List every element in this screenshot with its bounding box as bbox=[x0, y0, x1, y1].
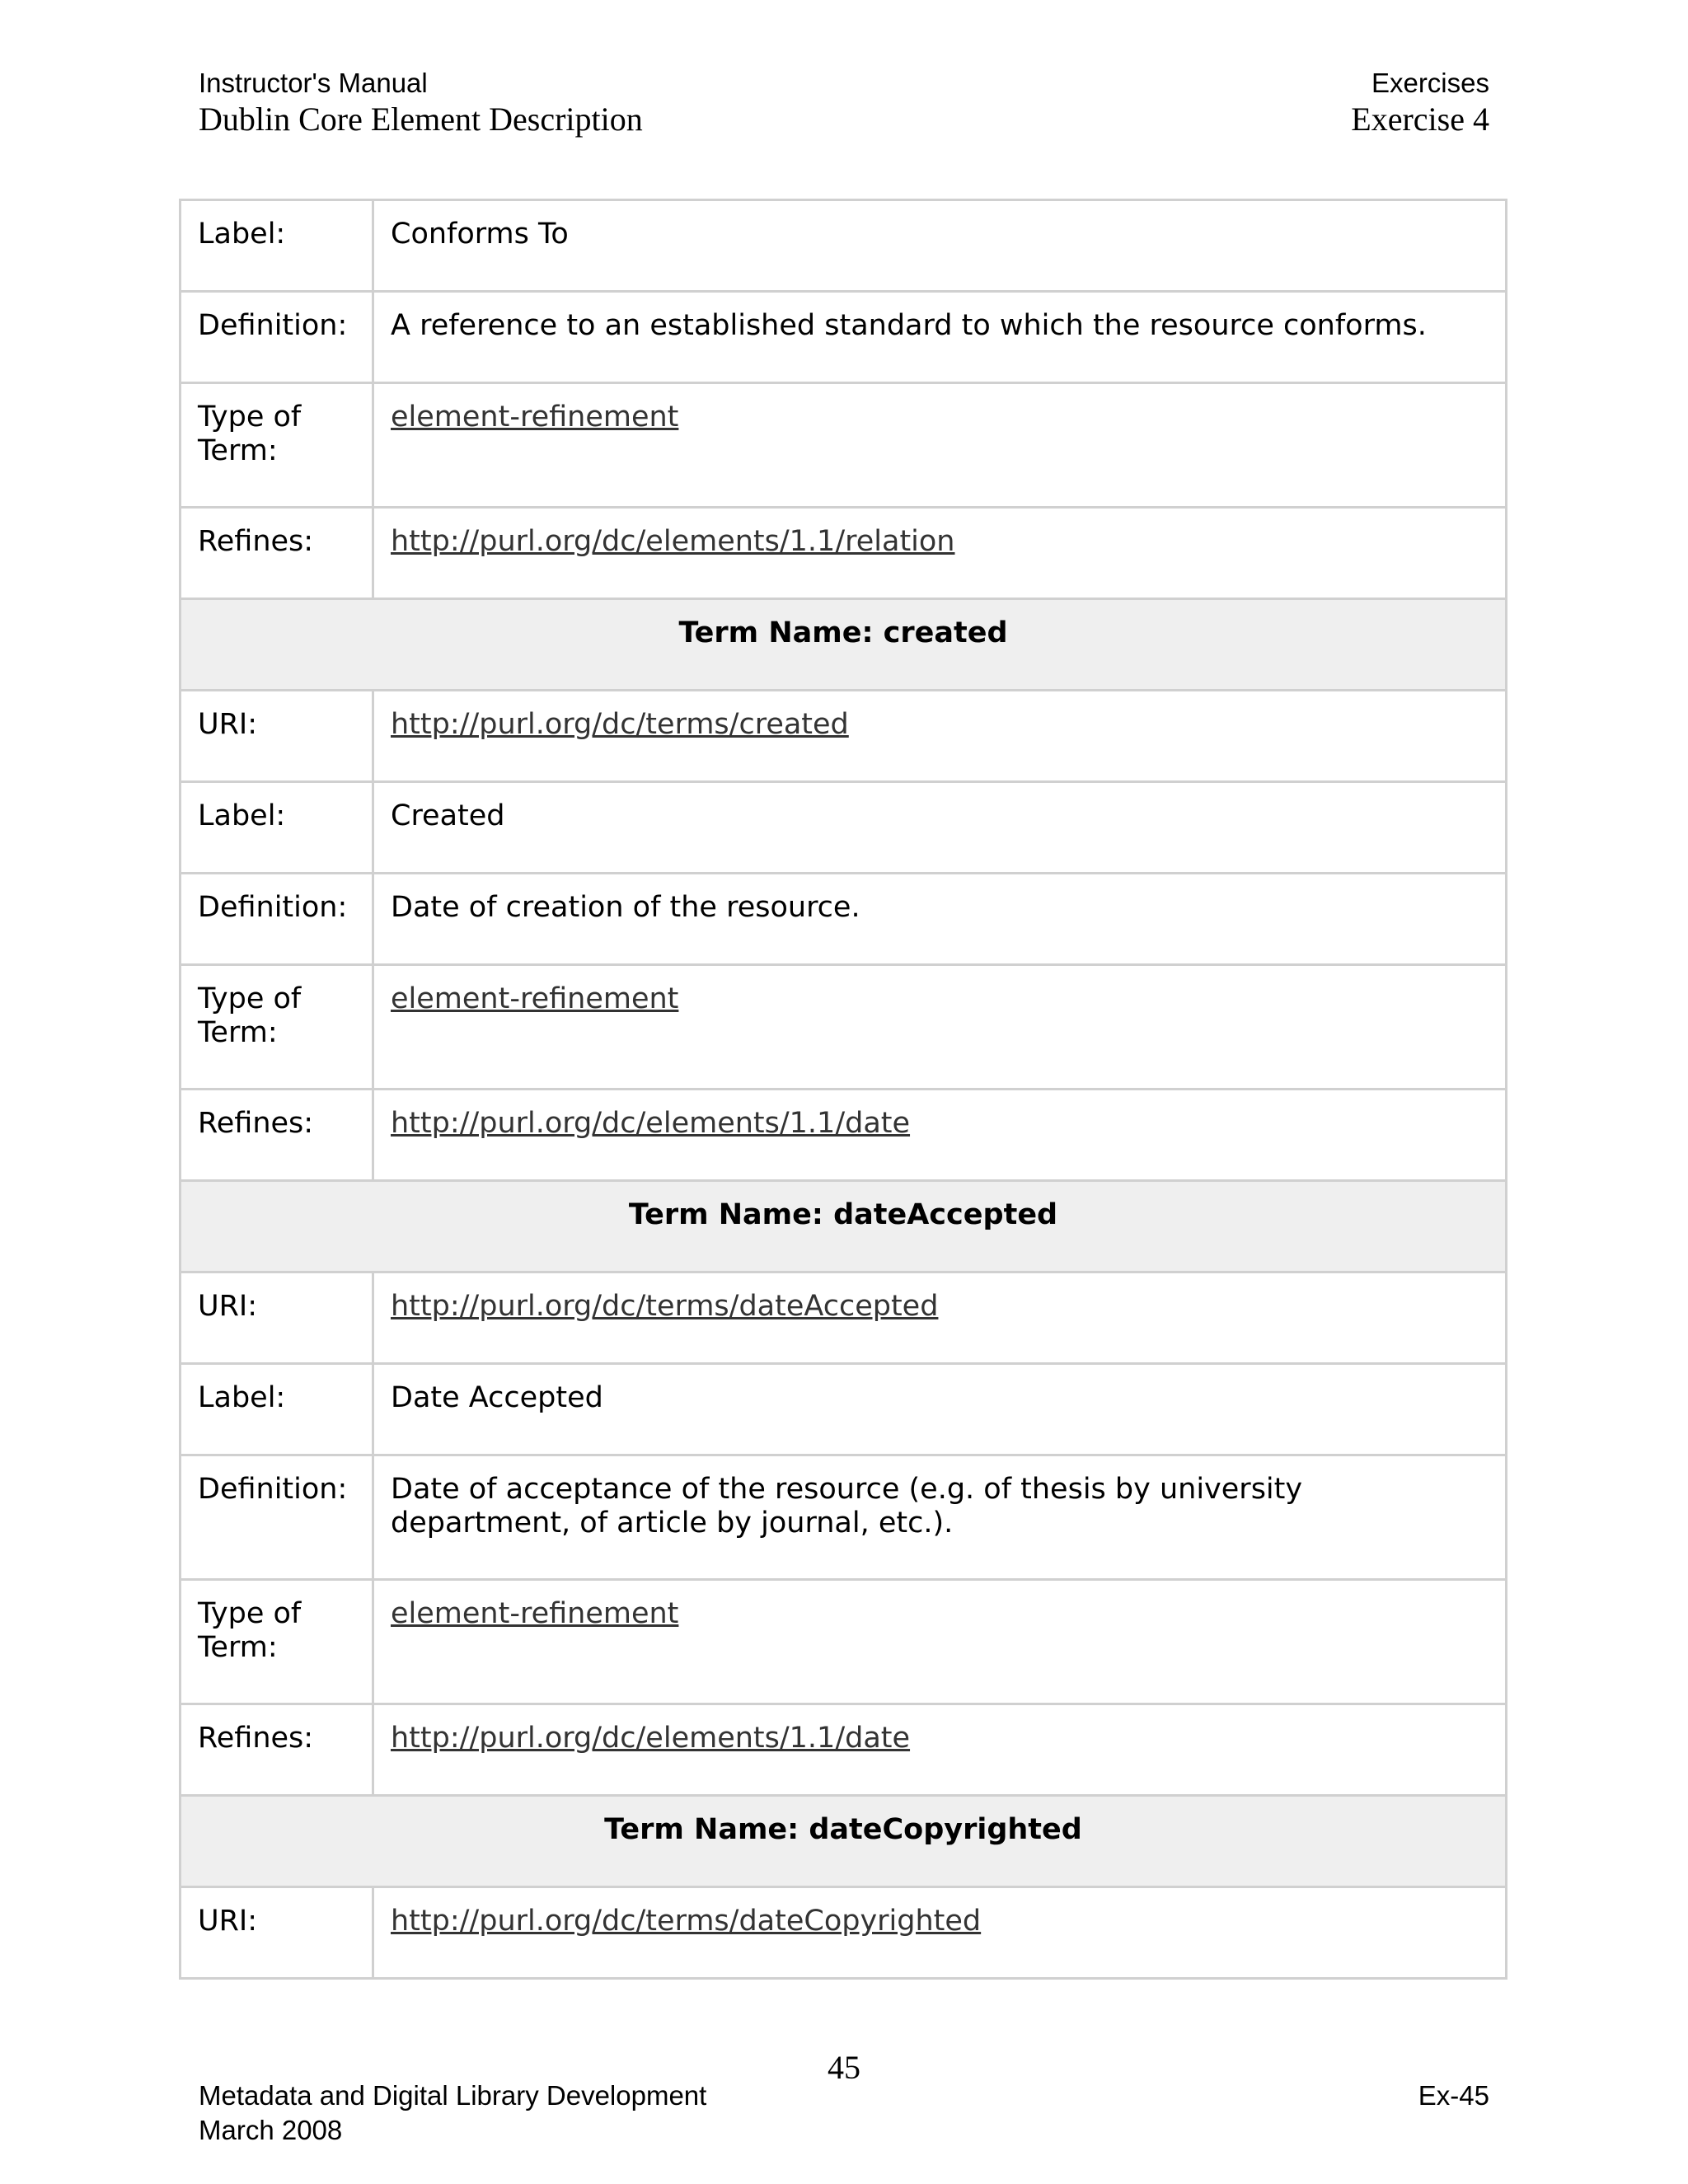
page-footer-left bbox=[199, 2079, 706, 2148]
course-title: Metadata and Digital Library Development bbox=[199, 2080, 707, 2111]
exercise-title: Exercise 4 bbox=[1351, 101, 1489, 138]
term-name-datecopyrighted: Term Name: dateCopyrighted bbox=[181, 1796, 1507, 1887]
manual-name: Instructor's Manual bbox=[199, 68, 428, 98]
page-number: 45 bbox=[828, 2049, 860, 2086]
row-label: Type of Term: bbox=[181, 965, 373, 1090]
row-label: Refines: bbox=[181, 1090, 373, 1181]
row-label: Label: bbox=[181, 1364, 373, 1455]
row-label: Definition: bbox=[181, 874, 373, 965]
term-name-header bbox=[181, 599, 1507, 691]
footer-date: March 2008 bbox=[199, 2115, 343, 2145]
document-title: Dublin Core Element Description bbox=[199, 101, 643, 138]
row-value: Created bbox=[373, 782, 1507, 874]
row-label: URI: bbox=[181, 1272, 373, 1364]
row-label: Type of Term: bbox=[181, 1580, 373, 1704]
row-label: Refines: bbox=[181, 508, 373, 599]
term-name-dateaccepted: Term Name: dateAccepted bbox=[181, 1181, 1507, 1272]
uri-link[interactable]: http://purl.org/dc/terms/dateAccepted bbox=[391, 1290, 939, 1323]
row-value: Date of creation of the resource. bbox=[373, 874, 1507, 965]
table-row bbox=[181, 1090, 1507, 1181]
row-value: Date Accepted bbox=[373, 1364, 1507, 1455]
table-row bbox=[181, 292, 1507, 383]
table-row bbox=[181, 1704, 1507, 1796]
term-name-header bbox=[181, 1796, 1507, 1887]
row-value: A reference to an established standard to which the resource conforms. bbox=[373, 292, 1507, 383]
row-label: Label: bbox=[181, 200, 373, 292]
uri-link[interactable]: http://purl.org/dc/terms/created bbox=[391, 708, 849, 741]
page-header-left bbox=[199, 66, 643, 138]
row-label: Refines: bbox=[181, 1704, 373, 1796]
row-label: Type of Term: bbox=[181, 383, 373, 508]
row-label: URI: bbox=[181, 1887, 373, 1979]
table-row bbox=[181, 782, 1507, 874]
uri-link[interactable]: http://purl.org/dc/terms/dateCopyrighted bbox=[391, 1905, 982, 1938]
term-name-header bbox=[181, 1181, 1507, 1272]
type-of-term-link[interactable]: element-refinement bbox=[391, 401, 679, 434]
refines-link[interactable]: http://purl.org/dc/elements/1.1/date bbox=[391, 1722, 911, 1755]
footer-page-code: Ex-45 bbox=[1418, 2080, 1489, 2111]
type-of-term-link[interactable]: element-refinement bbox=[391, 1597, 679, 1630]
table-row bbox=[181, 200, 1507, 292]
table-row bbox=[181, 691, 1507, 782]
term-name-created: Term Name: created bbox=[181, 599, 1507, 691]
terms-table bbox=[179, 199, 1507, 1980]
table-row bbox=[181, 1455, 1507, 1580]
table-row bbox=[181, 1272, 1507, 1364]
section-name: Exercises bbox=[1371, 68, 1489, 98]
table-row bbox=[181, 874, 1507, 965]
table-row bbox=[181, 1580, 1507, 1704]
row-value: Date of acceptance of the resource (e.g. of thesis by university department, of article by journal, etc.). bbox=[373, 1455, 1507, 1580]
table-row bbox=[181, 965, 1507, 1090]
type-of-term-link[interactable]: element-refinement bbox=[391, 982, 679, 1015]
refines-link[interactable]: http://purl.org/dc/elements/1.1/date bbox=[391, 1107, 911, 1140]
refines-link[interactable]: http://purl.org/dc/elements/1.1/relation bbox=[391, 525, 955, 558]
table-row bbox=[181, 1887, 1507, 1979]
row-label: Label: bbox=[181, 782, 373, 874]
row-value: Conforms To bbox=[373, 200, 1507, 292]
row-label: Definition: bbox=[181, 292, 373, 383]
table-row bbox=[181, 508, 1507, 599]
row-label: URI: bbox=[181, 691, 373, 782]
table-row bbox=[181, 1364, 1507, 1455]
table-row bbox=[181, 383, 1507, 508]
row-label: Definition: bbox=[181, 1455, 373, 1580]
page-header-right bbox=[1351, 66, 1489, 138]
